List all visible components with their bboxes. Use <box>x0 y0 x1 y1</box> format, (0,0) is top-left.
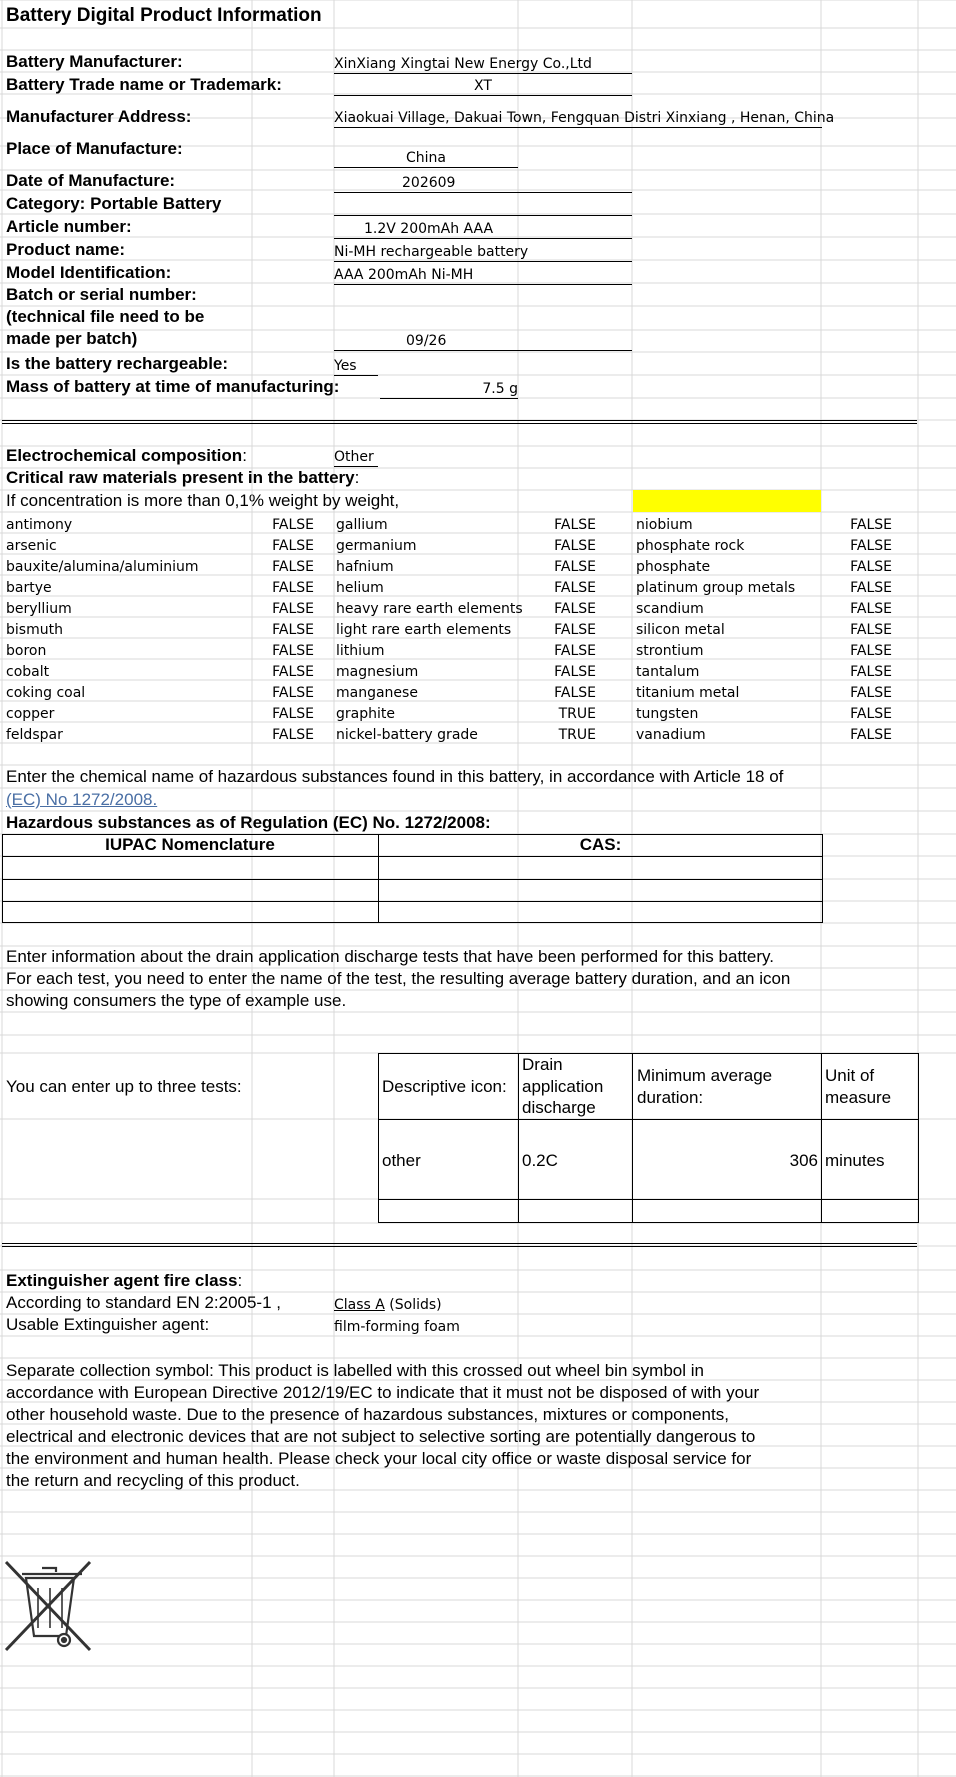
page-title: Battery Digital Product Information <box>6 5 322 26</box>
date-label: Date of Manufacture: <box>6 171 176 190</box>
material-name: bauxite/alumina/aluminium <box>6 559 199 575</box>
material-value[interactable]: FALSE <box>272 538 314 554</box>
standard-value <box>334 1296 442 1314</box>
material-name: phosphate rock <box>636 538 745 554</box>
material-value[interactable]: FALSE <box>850 622 892 638</box>
material-value[interactable]: FALSE <box>554 517 596 533</box>
material-name: copper <box>6 706 55 722</box>
mass-label: Mass of battery at time of manufacturing: <box>6 377 340 396</box>
material-value[interactable]: FALSE <box>554 685 596 701</box>
electro-value: Other <box>334 448 378 467</box>
material-value[interactable]: FALSE <box>850 664 892 680</box>
row-drain-value[interactable]: 0.2C <box>522 1151 558 1170</box>
material-name: tungsten <box>636 706 699 722</box>
collection-line-6: the return and recycling of this product. <box>6 1471 300 1490</box>
category-underline <box>334 215 632 216</box>
col-min-duration-2: duration: <box>637 1088 704 1107</box>
material-name: magnesium <box>336 664 419 680</box>
rechargeable-label: Is the battery rechargeable: <box>6 354 229 373</box>
batch-label-2: (technical file need to be <box>6 307 205 326</box>
cas-header: CAS: <box>579 835 622 854</box>
material-value[interactable]: FALSE <box>850 727 892 743</box>
col-drain-3: discharge <box>522 1098 596 1117</box>
iupac-cell-1[interactable] <box>4 858 376 878</box>
standard-label: According to standard EN 2:2005-1 , <box>6 1293 281 1312</box>
rechargeable-value: Yes <box>334 357 378 376</box>
material-name: heavy rare earth elements <box>336 601 523 617</box>
iupac-header: IUPAC Nomenclature <box>105 835 275 854</box>
material-name: coking coal <box>6 685 86 701</box>
material-name: antimony <box>6 517 73 533</box>
section-divider <box>2 1246 917 1247</box>
material-value[interactable]: FALSE <box>272 559 314 575</box>
material-value[interactable]: FALSE <box>272 664 314 680</box>
up-to-three-tests: You can enter up to three tests: <box>6 1077 242 1096</box>
material-value[interactable]: FALSE <box>272 601 314 617</box>
agent-value: film-forming foam <box>334 1319 460 1335</box>
col-drain-2: application <box>522 1077 604 1096</box>
material-value[interactable]: FALSE <box>850 643 892 659</box>
address-label: Manufacturer Address: <box>6 107 192 126</box>
material-name: vanadium <box>636 727 706 743</box>
material-name: gallium <box>336 517 388 533</box>
material-value[interactable]: FALSE <box>850 580 892 596</box>
material-value[interactable]: TRUE <box>558 706 596 722</box>
standard-class-note: (Solids) <box>384 1297 442 1313</box>
collection-line-1: Separate collection symbol: This product is labelled with this crossed out wheel bin symbol in <box>6 1361 704 1380</box>
drain-intro-3: showing consumers the type of example use. <box>6 991 347 1010</box>
material-value[interactable]: FALSE <box>850 538 892 554</box>
concentration-label: If concentration is more than 0,1% weight by weight, <box>6 491 400 510</box>
date-value: 202609 <box>334 174 632 193</box>
cas-cell-1[interactable] <box>380 858 821 878</box>
drain-col-line <box>821 1053 822 1223</box>
collection-line-2: accordance with European Directive 2012/19/EC to indicate that it must not be disposed of with your <box>6 1383 760 1402</box>
material-value[interactable]: FALSE <box>850 559 892 575</box>
material-name: beryllium <box>6 601 72 617</box>
drain-row-line <box>378 1119 919 1120</box>
material-name: helium <box>336 580 384 596</box>
critical-colon: : <box>354 468 360 487</box>
material-name: cobalt <box>6 664 50 680</box>
hazardous-row-line <box>2 901 823 902</box>
mass-value: 7.5 g <box>380 380 518 399</box>
hazardous-row-line <box>2 856 823 857</box>
hazardous-heading: Hazardous substances as of Regulation (EC) No. 1272/2008: <box>6 813 491 832</box>
material-value[interactable]: FALSE <box>850 706 892 722</box>
cas-cell-2[interactable] <box>380 881 821 900</box>
col-unit-2: measure <box>825 1088 892 1107</box>
model-label: Model Identification: <box>6 263 172 282</box>
agent-label: Usable Extinguisher agent: <box>6 1315 210 1334</box>
section-divider <box>2 420 917 421</box>
collection-line-4: electrical and electronic devices that are not subject to selective sorting are potentially dangerous to <box>6 1427 756 1446</box>
col-descriptive-icon: Descriptive icon: <box>382 1077 507 1096</box>
material-value[interactable]: FALSE <box>272 685 314 701</box>
product-label: Product name: <box>6 240 126 259</box>
material-name: nickel-battery grade <box>336 727 478 743</box>
material-name: germanium <box>336 538 417 554</box>
critical-label-line <box>6 468 359 488</box>
drain-intro-1: Enter information about the drain application discharge tests that have been performed for this battery. <box>6 947 774 966</box>
col-drain-1: Drain <box>522 1055 563 1074</box>
manufacturer-label: Battery Manufacturer: <box>6 52 183 71</box>
batch-label-1: Batch or serial number: <box>6 285 197 304</box>
extinguisher-colon: : <box>237 1271 243 1290</box>
material-value[interactable]: FALSE <box>554 622 596 638</box>
material-name: phosphate <box>636 559 711 575</box>
material-value[interactable]: FALSE <box>554 601 596 617</box>
material-value[interactable]: FALSE <box>554 664 596 680</box>
material-value[interactable]: TRUE <box>558 727 596 743</box>
section-divider <box>2 1243 917 1244</box>
article-value: 1.2V 200mAh AAA <box>334 220 632 239</box>
row-min-duration-value[interactable]: 306 <box>789 1151 818 1170</box>
material-name: feldspar <box>6 727 63 743</box>
material-name: boron <box>6 643 47 659</box>
material-value[interactable]: FALSE <box>850 685 892 701</box>
drain-col-line <box>518 1053 519 1223</box>
hazardous-row-line <box>2 879 823 880</box>
extinguisher-heading: Extinguisher agent fire class <box>6 1271 238 1290</box>
collection-line-5: the environment and human health. Please check your local city office or waste disposal service for <box>6 1449 752 1468</box>
material-name: scandium <box>636 601 704 617</box>
trade-value: XT <box>334 77 632 96</box>
cas-cell-3[interactable] <box>380 903 821 922</box>
material-name: lithium <box>336 643 385 659</box>
place-value: China <box>334 149 518 168</box>
material-value[interactable]: FALSE <box>554 538 596 554</box>
drain-intro-2: For each test, you need to enter the name of the test, the resulting average battery duration, and an icon <box>6 969 791 988</box>
material-name: arsenic <box>6 538 57 554</box>
material-value[interactable]: FALSE <box>850 601 892 617</box>
section-divider <box>2 423 917 424</box>
trade-label: Battery Trade name or Trademark: <box>6 75 282 94</box>
extinguisher-heading-line <box>6 1271 242 1291</box>
electro-label-line <box>6 446 247 466</box>
material-name: silicon metal <box>636 622 725 638</box>
article-label: Article number: <box>6 217 132 236</box>
material-name: titanium metal <box>636 685 740 701</box>
hazardous-intro: Enter the chemical name of hazardous substances found in this battery, in accordance with Article 18 of <box>6 767 784 786</box>
batch-label-3: made per batch) <box>6 329 138 348</box>
collection-line-3: other household waste. Due to the presence of hazardous substances, mixtures or components, <box>6 1405 729 1424</box>
regulation-link[interactable]: (EC) No 1272/2008. <box>6 790 158 809</box>
material-name: niobium <box>636 517 693 533</box>
material-value[interactable]: FALSE <box>554 559 596 575</box>
crossed-out-wheelie-bin-icon <box>2 1558 94 1654</box>
material-name: tantalum <box>636 664 700 680</box>
row-unit-value[interactable]: minutes <box>825 1151 885 1170</box>
row-icon-value[interactable]: other <box>382 1151 421 1170</box>
manufacturer-value: XinXiang Xingtai New Energy Co.,Ltd <box>334 55 632 74</box>
batch-value: 09/26 <box>334 332 632 351</box>
product-value: Ni-MH rechargeable battery <box>334 243 632 262</box>
drain-col-line <box>632 1053 633 1223</box>
material-value[interactable]: FALSE <box>272 517 314 533</box>
material-name: bismuth <box>6 622 63 638</box>
address-value: Xiaokuai Village, Dakuai Town, Fengquan Distri Xinxiang , Henan, China <box>334 110 835 126</box>
standard-class: Class A <box>334 1297 385 1313</box>
material-name: platinum group metals <box>636 580 796 596</box>
category-label: Category: Portable Battery <box>6 194 222 213</box>
material-name: strontium <box>636 643 704 659</box>
drain-row-line <box>378 1199 919 1200</box>
material-value[interactable]: FALSE <box>554 580 596 596</box>
material-name: light rare earth elements <box>336 622 512 638</box>
material-value[interactable]: FALSE <box>272 727 314 743</box>
place-label: Place of Manufacture: <box>6 139 183 158</box>
material-value[interactable]: FALSE <box>272 643 314 659</box>
model-value: AAA 200mAh Ni-MH <box>334 266 632 285</box>
material-value[interactable]: FALSE <box>554 643 596 659</box>
electro-label: Electrochemical composition <box>6 446 243 465</box>
col-unit-1: Unit of <box>825 1066 875 1085</box>
electro-colon: : <box>242 446 247 465</box>
material-name: bartye <box>6 580 52 596</box>
iupac-cell-2[interactable] <box>4 881 376 900</box>
material-name: graphite <box>336 706 395 722</box>
col-min-duration-1: Minimum average <box>637 1066 773 1085</box>
critical-label: Critical raw materials present in the battery <box>6 468 355 487</box>
material-name: manganese <box>336 685 418 701</box>
highlight-cell <box>633 490 821 512</box>
material-value[interactable]: FALSE <box>272 622 314 638</box>
material-name: hafnium <box>336 559 394 575</box>
material-value[interactable]: FALSE <box>850 517 892 533</box>
material-value[interactable]: FALSE <box>272 706 314 722</box>
material-value[interactable]: FALSE <box>272 580 314 596</box>
iupac-cell-3[interactable] <box>4 903 376 922</box>
